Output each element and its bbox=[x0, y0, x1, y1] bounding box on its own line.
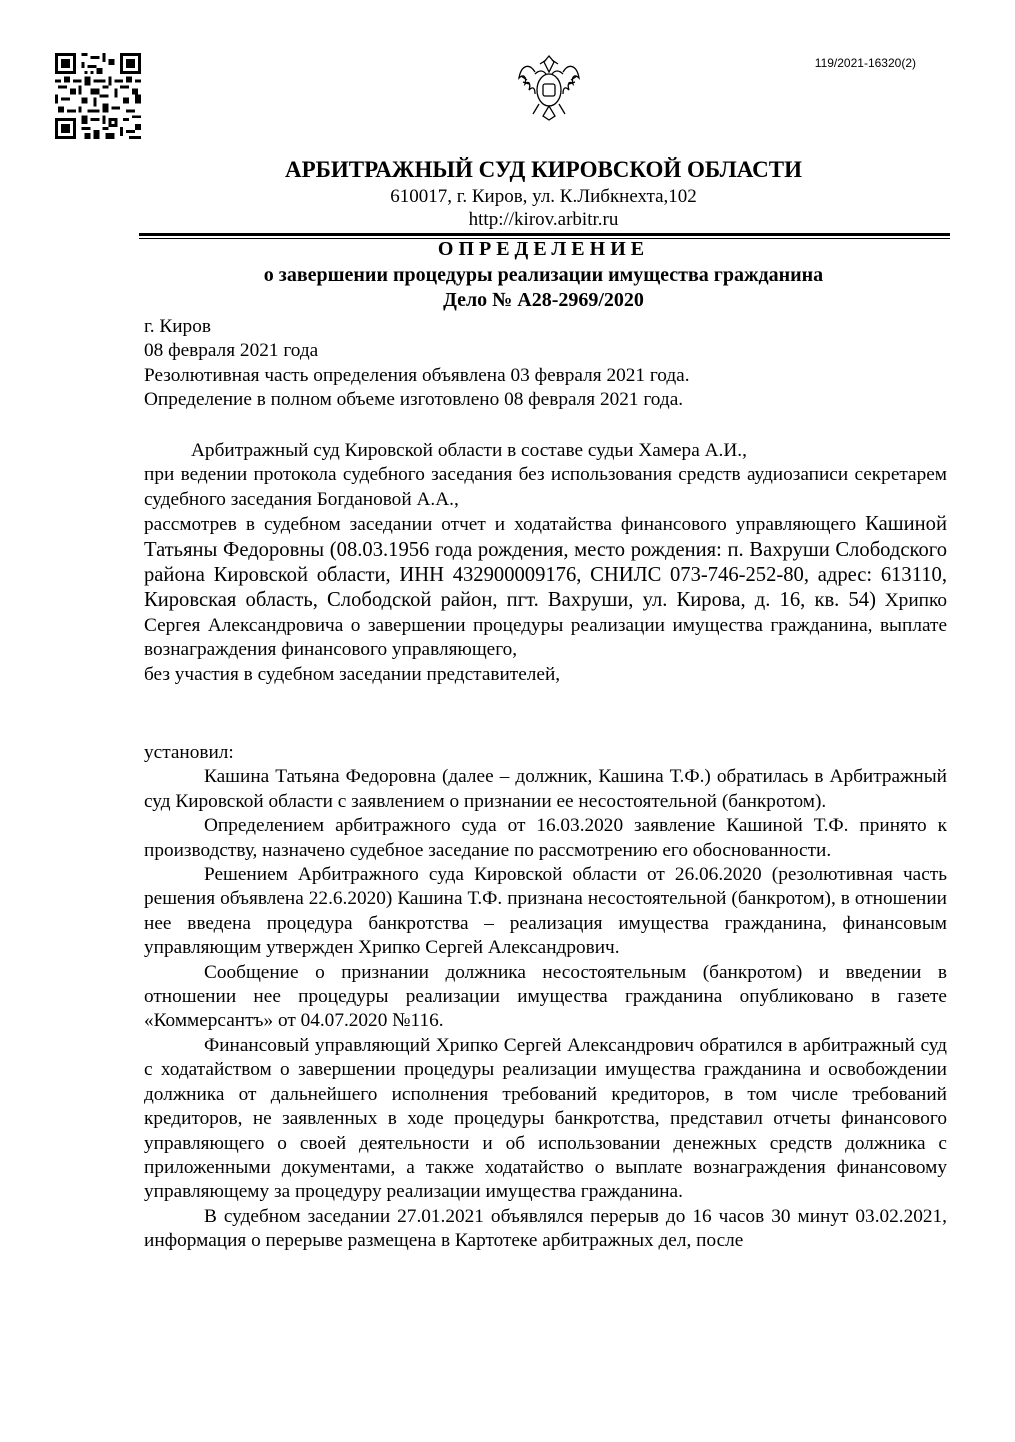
intro-consideration-start: рассмотрев в судебном заседании отчет и ходатайства финансового управляющего bbox=[144, 514, 857, 536]
intro-court-composition: Арбитражный суд Кировской области в составе судьи Хамера А.И., bbox=[191, 440, 747, 461]
court-address: 610017, г. Киров, ул. К.Либкнехта,102 bbox=[390, 186, 697, 207]
body-paragraph: Сообщение о признании должника несостоятельным (банкротом) и введении в отношении нее процедуры реализации имущества гражданина опубликовано в газете «Коммерсантъ» от 04.07.2020 №116. bbox=[144, 961, 947, 1032]
debtor-details: Кашиной Татьяны Федоровны (08.03.1956 года рождения, место рождения: п. Вахруши Слободского района Кировской области, ИНН 432900009176, СНИЛС 073-746-252-80, адрес: 613110, Кировская область, Слободской район, пгт. Вахруши, ул. Кирова, д. 16, кв. 54) bbox=[144, 513, 947, 612]
document-subject: о завершении процедуры реализации имущества гражданина bbox=[263, 264, 824, 286]
emblem-icon bbox=[513, 52, 585, 124]
court-website: http://kirov.arbitr.ru bbox=[468, 209, 619, 230]
document-type: ОПРЕДЕЛЕНИЕ bbox=[437, 238, 650, 260]
qr-code bbox=[55, 53, 141, 139]
body-paragraph: Определением арбитражного суда от 16.03.2020 заявление Кашиной Т.Ф. принято к производству, назначено судебное заседание по рассмотрению его обоснованности. bbox=[144, 815, 947, 861]
established-heading: установил: bbox=[144, 742, 234, 763]
intro-parties: без участия в судебном заседании представителей, bbox=[144, 663, 561, 685]
intro-consideration-end: Хрипко Сергея Александровича о завершении процедуры реализации имущества гражданина, выплате вознаграждения финансового управляющего, bbox=[144, 590, 947, 661]
body-paragraph: Решением Арбитражного суда Кировской области от 26.06.2020 (резолютивная часть решения объявлена 22.6.2020) Кашина Т.Ф. признана несостоятельной (банкротом), в отношении нее введена процедура банкротства – реализация имущества гражданина, финансовым управляющим утвержден Хрипко Сергей Александрович. bbox=[144, 864, 947, 959]
header-divider bbox=[139, 233, 950, 236]
court-name: АРБИТРАЖНЫЙ СУД КИРОВСКОЙ ОБЛАСТИ bbox=[284, 157, 803, 182]
body-paragraph: Финансовый управляющий Хрипко Сергей Александрович обратился в арбитражный суд с ходатайством о завершении процедуры реализации имущества гражданина и освобождении должника от дальнейшего исполнения требований кредиторов, в том числе требований кредиторов, не заявленных в ходе процедуры банкротства, представил отчеты финансового управляющего о своей деятельности и об использовании денежных средств должника с приложенными документами, а также ходатайство о выплате вознаграждения финансовому управляющему за процедуру реализации имущества гражданина. bbox=[144, 1034, 947, 1203]
intro-section bbox=[144, 439, 947, 687]
city: г. Киров bbox=[144, 316, 211, 337]
body-paragraph: Кашина Татьяна Федоровна (далее – должник, Кашина Т.Ф.) обратилась в Арбитражный суд Кировской области с заявлением о признании ее несостоятельной (банкротом). bbox=[144, 766, 947, 812]
full-text-date: Определение в полном объеме изготовлено 08 февраля 2021 года. bbox=[144, 389, 684, 411]
document-meta bbox=[144, 315, 947, 413]
body-section bbox=[144, 741, 947, 1254]
case-number: Дело № А28-2969/2020 bbox=[443, 289, 644, 311]
resolution-date: Резолютивная часть определения объявлена 03 февраля 2021 года. bbox=[144, 364, 690, 386]
body-paragraph: В судебном заседании 27.01.2021 объявлялся перерыв до 16 часов 30 минут 03.02.2021, информация о перерыве размещена в Картотеке арбитражных дел, после bbox=[144, 1205, 947, 1252]
intro-consideration bbox=[144, 512, 947, 662]
intro-secretary: при ведении протокола судебного заседания без использования средств аудиозаписи секретарем судебного заседания Богдановой А.А., bbox=[144, 464, 947, 510]
document-id: 119/2021-16320(2) bbox=[814, 56, 916, 70]
date: 08 февраля 2021 года bbox=[144, 340, 319, 362]
